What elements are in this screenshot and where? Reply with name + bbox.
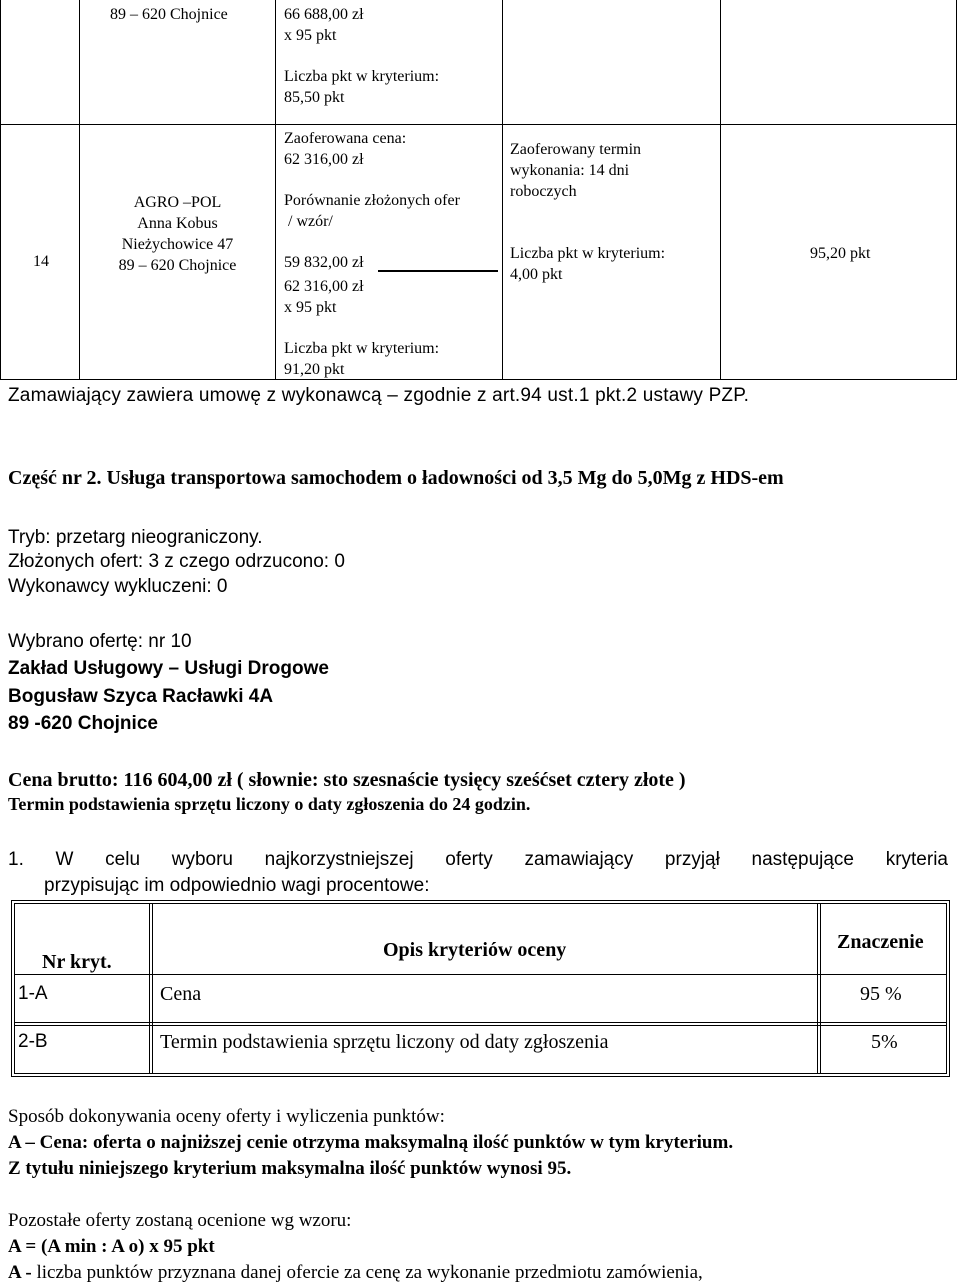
fraction-denominator: 62 316,00 zł xyxy=(284,278,364,295)
price-line xyxy=(8,768,686,792)
fraction-bar xyxy=(378,270,498,272)
fraction-multiplier: x 95 pkt xyxy=(284,299,337,316)
compare-label: Porównanie złożonych ofer xyxy=(284,192,460,209)
price-points-value: 91,20 pkt xyxy=(284,361,345,378)
legend-text: liczba punktów przyznana danej ofercie za cenę za wykonanie przedmiotu zamówienia, xyxy=(31,1262,703,1283)
excluded-count: Wykonawcy wykluczeni: 0 xyxy=(8,576,228,597)
prev-price: 66 688,00 zł xyxy=(284,6,364,23)
firm-line: Anna Kobus xyxy=(137,215,218,232)
offers-count: Złożonych ofert: 3 z czego odrzucono: 0 xyxy=(8,551,345,572)
criterion-nr: 2-B xyxy=(18,1031,48,1052)
criteria-intro-1: 1. W celu wyboru najkorzystniejszej oferty zamawiający przyjął następujące kryteria xyxy=(8,849,948,870)
firm-name xyxy=(80,192,275,276)
procedure-mode: Tryb: przetarg nieograniczony. xyxy=(8,527,263,548)
scoring-rule-1: A – Cena: oferta o najniższej cenie otrzyma maksymalną ilość punktów w tym kryterium. xyxy=(8,1132,734,1153)
prev-points-value: 85,50 pkt xyxy=(284,89,345,106)
prev-multiplier: x 95 pkt xyxy=(284,27,337,44)
contract-note: Zamawiający zawiera umowę z wykonawcą – zgodnie z art.94 ust.1 pkt.2 ustawy PZP. xyxy=(8,385,750,406)
chosen-offer: Wybrano ofertę: nr 10 xyxy=(8,631,192,652)
scoring-title: Sposób dokonywania oceny oferty i wyliczenia punktów: xyxy=(8,1106,445,1127)
winner-line-2: Bogusław Szyca Racławki 4A xyxy=(8,686,274,707)
offered-price-value: 62 316,00 zł xyxy=(284,151,364,168)
offered-price-label: Zaoferowana cena: xyxy=(284,130,407,147)
criterion-weight: 95 % xyxy=(860,983,902,1005)
term-line-3: roboczych xyxy=(510,183,577,200)
prev-address: 89 – 620 Chojnice xyxy=(110,6,228,23)
scoring-legend xyxy=(8,1261,703,1285)
total-points: 95,20 pkt xyxy=(810,245,871,262)
price-label: Cena brutto xyxy=(8,769,112,791)
firm-line: 89 – 620 Chojnice xyxy=(118,257,237,274)
firm-line: AGRO –POL xyxy=(133,194,222,211)
criterion-description: Cena xyxy=(160,983,202,1005)
prev-points-label: Liczba pkt w kryterium: xyxy=(284,68,440,85)
price-value: : 116 604,00 zł ( słownie: sto szesnaście tysięcy sześćset cztery złote ) xyxy=(111,769,686,791)
term-points-label: Liczba pkt w kryterium: xyxy=(510,245,666,262)
term-line-1: Zaoferowany termin xyxy=(510,141,642,158)
firm-line: Nieżychowice 47 xyxy=(121,236,234,253)
header-description: Opis kryteriów oceny xyxy=(383,939,567,961)
service-term: Termin podstawienia sprzętu liczony o daty zgłoszenia do 24 godzin. xyxy=(8,794,531,814)
header-nr: Nr kryt. xyxy=(42,951,112,973)
legend-symbol: A - xyxy=(8,1262,32,1283)
criteria-intro-2: przypisując im odpowiednio wagi procentowe: xyxy=(44,875,430,896)
price-points-label: Liczba pkt w kryterium: xyxy=(284,340,440,357)
criterion-nr: 1-A xyxy=(18,983,48,1004)
term-line-2: wykonania: 14 dni xyxy=(510,162,630,179)
fraction-numerator: 59 832,00 zł xyxy=(284,254,364,271)
row-number: 14 xyxy=(33,253,49,270)
criterion-weight: 5% xyxy=(871,1031,898,1053)
criterion-description: Termin podstawienia sprzętu liczony od daty zgłoszenia xyxy=(160,1031,609,1053)
scoring-other: Pozostałe oferty zostaną ocenione wg wzoru: xyxy=(8,1210,352,1231)
term-points-value: 4,00 pkt xyxy=(510,266,563,283)
scoring-rule-2: Z tytułu niniejszego kryterium maksymalna ilość punktów wynosi 95. xyxy=(8,1158,572,1179)
part-heading: Część nr 2. Usługa transportowa samochodem o ładowności od 3,5 Mg do 5,0Mg z HDS-em xyxy=(8,467,784,489)
compare-label-formula: / wzór/ xyxy=(284,213,333,230)
scoring-formula: A = (A min : A o) x 95 pkt xyxy=(8,1236,215,1257)
winner-line-3: 89 -620 Chojnice xyxy=(8,713,158,734)
winner-line-1: Zakład Usługowy – Usługi Drogowe xyxy=(8,658,329,679)
header-weight: Znaczenie xyxy=(837,931,924,953)
